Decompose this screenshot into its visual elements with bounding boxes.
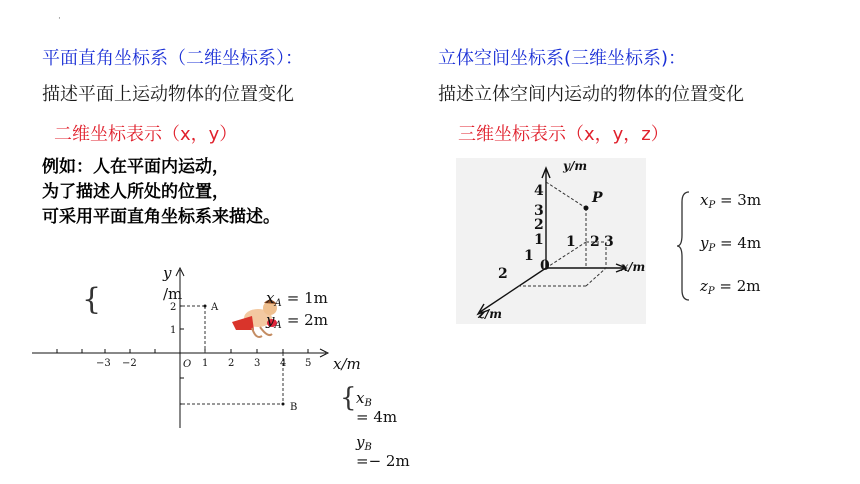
coord-p-z-var: z (700, 277, 708, 295)
y-axis-unit: /m (163, 285, 183, 303)
coord-a-y-value: = 2m (286, 311, 328, 329)
empty-brace: { (82, 282, 102, 317)
y-axis-label: y (163, 264, 172, 282)
3d-z-tick: 2 (498, 266, 508, 282)
coord-p-y (700, 233, 761, 254)
coord-a-x-var: x (266, 289, 275, 307)
x-tick-label: −3 (96, 358, 111, 369)
coord-p-x (700, 190, 761, 211)
coord-b-x-var-block (356, 388, 372, 409)
3d-x-tick: 3 (604, 234, 614, 250)
space-coordinate-figure (456, 158, 646, 324)
decorative-dot: · (58, 14, 61, 24)
right-heading: 立体空间坐标系(三维坐标系)： (438, 48, 687, 69)
y-tick-label: 1 (170, 325, 177, 336)
left-representation: 二维坐标表示（x，y） (54, 124, 238, 145)
x-tick-label: 5 (305, 358, 312, 369)
coord-p-z-value: = 2m (714, 277, 761, 295)
3d-y-axis-label: y/m (563, 159, 588, 173)
coord-p-z (700, 276, 761, 297)
point-b-label: B (290, 402, 298, 413)
coord-b-brace: { (340, 383, 357, 413)
coord-b-y-value: =− 2m (356, 452, 410, 470)
x-tick-label: 1 (202, 358, 209, 369)
coord-p-x-sub: P (708, 200, 716, 211)
point-a (204, 305, 207, 308)
right-description: 描述立体空间内运动的物体的位置变化 (438, 84, 744, 105)
example-line: 例如：人在平面内运动， (42, 157, 229, 177)
origin-label: O (183, 359, 192, 370)
coord-p-brace (676, 190, 692, 302)
coord-p-x-var: x (700, 191, 709, 209)
coord-b-x-value: = 4m (356, 408, 398, 426)
3d-guide (546, 182, 586, 208)
coord-p-y-value: = 4m (715, 234, 762, 252)
3d-y-tick: 1 (534, 232, 544, 248)
3d-y-tick: 3 (534, 203, 544, 219)
3d-origin-label: 0 (540, 258, 550, 274)
coord-b-y-var-block (356, 432, 372, 453)
3d-x-axis-label: x/m (621, 260, 646, 274)
x-axis-label: x/m (333, 355, 361, 373)
point-b (282, 403, 285, 406)
3d-z-tick: 1 (524, 248, 534, 264)
3d-y-tick: 2 (534, 217, 544, 233)
left-heading: 平面直角坐标系（二维坐标系）： (42, 48, 303, 69)
left-description: 描述平面上运动物体的位置变化 (42, 84, 294, 105)
coord-p-x-value: = 3m (715, 191, 762, 209)
coord-p-z-sub: P (707, 286, 715, 297)
y-tick-label: 2 (170, 302, 177, 313)
3d-x-tick: 1 (566, 234, 576, 250)
coord-p-y-var: y (700, 234, 709, 252)
x-tick-label: 2 (228, 358, 235, 369)
coord-b-x-sub: B (364, 398, 372, 409)
coord-a-y (266, 310, 328, 331)
coord-a-y-sub: A (274, 320, 282, 331)
3d-z-axis-label: z/m (478, 307, 502, 321)
example-line: 可采用平面直角坐标系来描述。 (42, 207, 280, 227)
point-a-label: A (211, 302, 219, 313)
3d-z-axis (480, 268, 546, 312)
coord-b-y-sub: B (364, 442, 372, 453)
coord-a-y-var: y (266, 311, 275, 329)
coord-a-x-sub: A (274, 298, 282, 309)
3d-y-tick: 4 (534, 183, 544, 199)
x-tick-label: 3 (254, 358, 261, 369)
coord-b-x-var: x (356, 389, 365, 407)
x-tick-label: −2 (122, 358, 137, 369)
right-representation: 三维坐标表示（x，y，z） (458, 124, 669, 145)
3d-point-p (584, 206, 589, 211)
coord-p-y-sub: P (708, 243, 716, 254)
3d-x-tick: 2 (590, 234, 600, 250)
coord-a-x-value: = 1m (286, 289, 328, 307)
coord-b-y-var: y (356, 433, 365, 451)
3d-point-label: P (592, 190, 603, 206)
example-line: 为了描述人所处的位置， (42, 182, 229, 202)
coord-a-x (266, 288, 328, 309)
x-tick-label: 4 (280, 358, 287, 369)
